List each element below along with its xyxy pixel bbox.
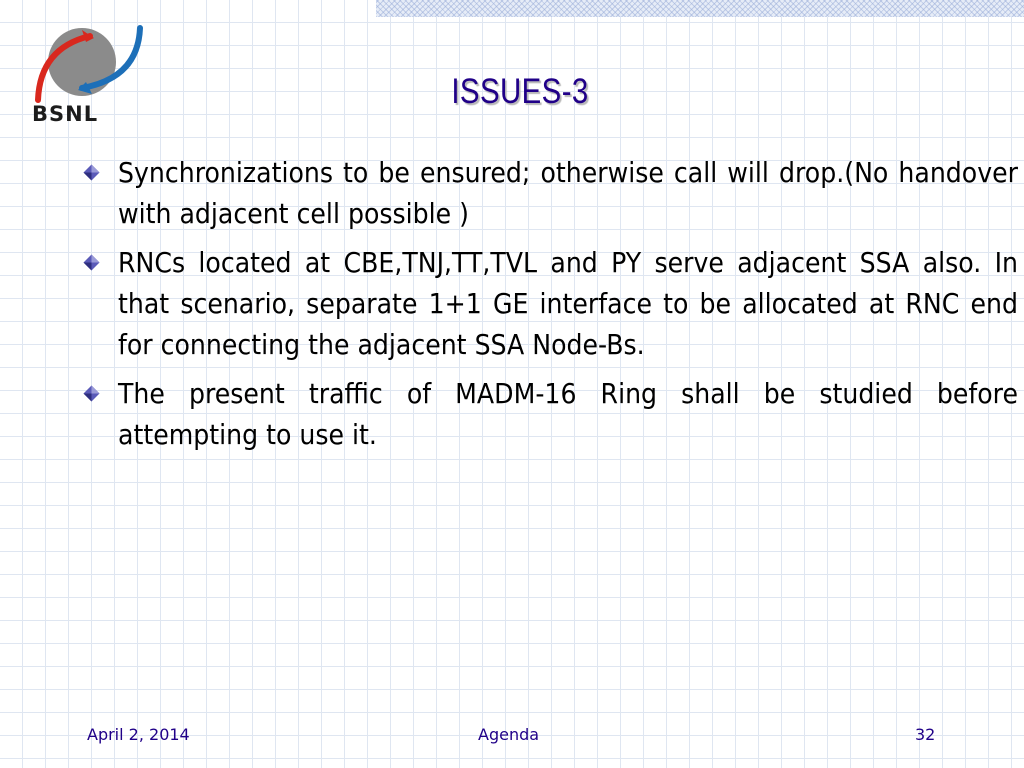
top-pattern-band [376, 0, 1024, 17]
slide-title: ISSUES-3 [451, 72, 589, 111]
list-item [82, 373, 1018, 455]
bullet-list [82, 152, 1018, 463]
diamond-bullet-icon [83, 254, 100, 271]
bullet-text: Synchronizations to be ensured; otherwise call will drop.(No handover with adjacent cell possible ) [118, 156, 1018, 230]
page-number: 32 [915, 725, 936, 744]
diamond-bullet-icon [83, 385, 100, 402]
logo-text: BSNL [32, 102, 99, 126]
footer-date: April 2, 2014 [87, 725, 190, 744]
diamond-bullet-icon [83, 164, 100, 181]
bsnl-logo [20, 18, 150, 136]
bullet-text: The present traffic of MADM-16 Ring shall be studied before attempting to use it. [118, 377, 1018, 451]
bullet-text: RNCs located at CBE,TNJ,TT,TVL and PY serve adjacent SSA also. In that scenario, separate 1+1 GE interface to be allocated at RNC end for connecting the adjacent SSA Node-Bs. [118, 246, 1018, 361]
list-item [82, 152, 1018, 234]
list-item [82, 242, 1018, 365]
footer-title: Agenda [478, 725, 540, 744]
